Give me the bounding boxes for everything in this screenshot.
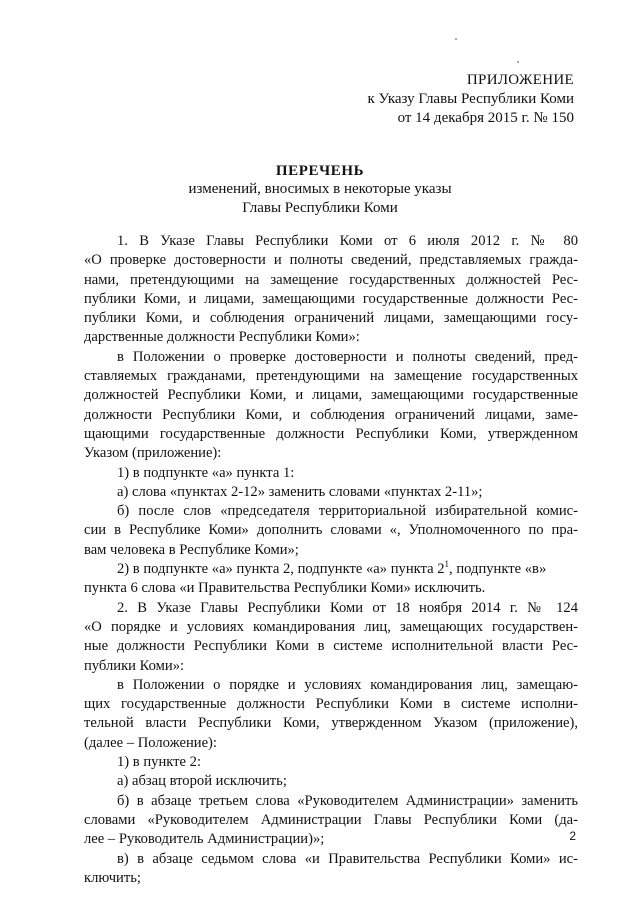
superscript: 1 (444, 559, 450, 570)
text-line: нами, претендующими на замещение государственных должностей Рес- (84, 271, 578, 288)
heading-title: ПЕРЕЧЕНЬ (275, 163, 365, 179)
text-line: а) слова «пунктах 2-12» заменить словами «пунктах 2-11»; (117, 483, 483, 500)
text-line: пункта 6 слова «и Правительства Республики Коми» исключить. (84, 580, 486, 597)
appendix-title: ПРИЛОЖЕНИЕ (466, 72, 574, 88)
text-line: в Положении о порядке и условиях командирования лиц, замещаю- (117, 676, 578, 693)
text-line: «О проверке достоверности и полноты сведений, представляемых гражда- (84, 252, 578, 269)
appendix-decree-date: от 14 декабря 2015 г. № 150 (397, 110, 574, 126)
text-line: должностей Республики Коми, и лицами, замещающими государственные (84, 387, 578, 404)
text-line: ставляемых гражданами, претендующими на замещение государственных (84, 368, 578, 385)
appendix-decree-ref: к Указу Главы Республики Коми (367, 91, 574, 107)
text-line: публики Коми»: (84, 657, 185, 674)
text-line: Указом (приложение): (84, 445, 222, 462)
text-line: в) в абзаце седьмом слова «и Правительства Республики Коми» ис- (117, 850, 578, 867)
text-line: в Положении о проверке достоверности и полноты сведений, пред- (117, 348, 578, 365)
document-heading (0, 162, 640, 218)
text-line: (далее – Положение): (84, 734, 217, 751)
text-line: 1) в пункте 2: (117, 754, 202, 771)
text-line: 1) в подпункте «а» пункта 1: (117, 464, 295, 481)
text-line: ные должности Республики Коми в системе исполнительной власти Рес- (84, 638, 578, 655)
text-line: сии в Республике Коми» дополнить словами «, Уполномоченного по пра- (84, 522, 578, 539)
text-line: щих государственные должности Республики Коми в системе исполни- (84, 696, 578, 713)
text-line: «О порядке и условиях командирования лиц, замещающих государствен- (84, 618, 578, 635)
text-fragment: 2) в подпункте «а» пункта 2, подпункте «а» пункта 2 (117, 561, 445, 578)
text-line: ключить; (84, 869, 141, 886)
text-line: а) абзац второй исключить; (117, 773, 287, 790)
heading-subtitle-line-1: изменений, вносимых в некоторые указы (188, 181, 452, 197)
text-line: 2. В Указе Главы Республики Коми от 18 ноября 2014 г. № 124 (117, 599, 578, 616)
scan-speck (517, 61, 519, 63)
text-fragment: , подпункте «в» (449, 561, 547, 578)
document-body (84, 232, 578, 888)
text-line: словами «Руководителем Администрации Главы Республики Коми (да- (84, 811, 578, 828)
text-line: б) в абзаце третьем слова «Руководителем Администрации» заменить (117, 792, 578, 809)
appendix-block (367, 71, 574, 128)
text-line (84, 560, 578, 579)
heading-subtitle-line-2: Главы Республики Коми (242, 200, 398, 216)
text-line: б) после слов «председателя территориальной избирательной комис- (117, 503, 578, 520)
text-line: публики Коми, и лицами, замещающими государственные должности Рес- (84, 290, 578, 307)
page-number: 2 (569, 829, 576, 843)
text-line: 1. В Указе Главы Республики Коми от 6 июля 2012 г. № 80 (117, 233, 578, 249)
text-line: тельной власти Республики Коми, утвержденном Указом (приложение), (84, 715, 578, 732)
text-line: должности Республики Коми, и соблюдения ограничений лицами, заме- (84, 406, 578, 423)
text-line: дарственные должности Республики Коми»: (84, 329, 360, 346)
scan-speck (455, 38, 457, 40)
text-line: публики Коми, и соблюдения ограничений лицами, замещающими госу- (84, 310, 578, 327)
text-line: щающими государственные должности Республики Коми, утвержденном (84, 425, 578, 442)
text-line: лее – Руководитель Администрации)»; (84, 831, 325, 848)
text-line: вам человека в Республике Коми»; (84, 541, 299, 558)
